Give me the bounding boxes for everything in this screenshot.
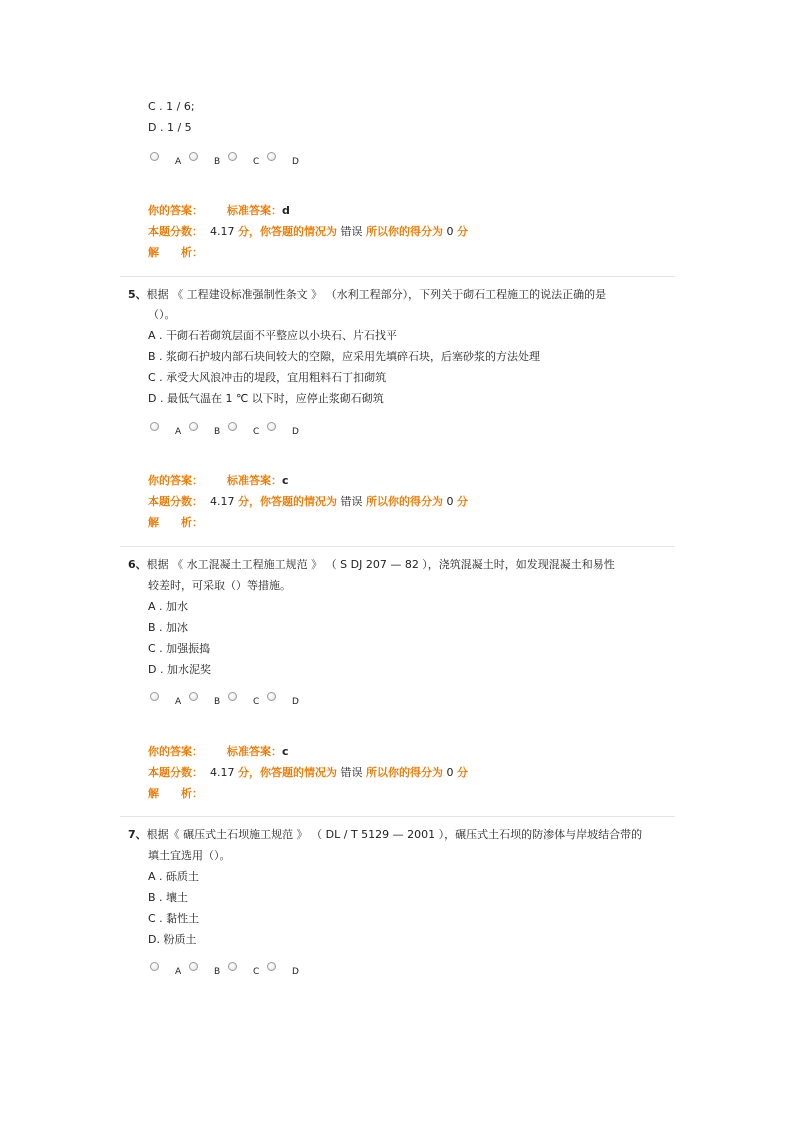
score-unit: 分，你答题的情况为	[238, 495, 337, 508]
q7-title-cont: 填土宜选用（）。	[148, 849, 231, 862]
your-answer-label: 你的答案：	[148, 474, 203, 487]
q7-option-a: A . 砾质土	[148, 870, 200, 883]
q4-analysis-line	[148, 246, 203, 260]
radio-circle-icon[interactable]	[267, 962, 276, 971]
q6-option-a: A . 加水	[148, 600, 189, 613]
standard-answer-value: d	[282, 204, 290, 217]
q4-option-c: C . 1 / 6;	[148, 100, 195, 113]
q5-score-line	[148, 495, 468, 509]
radio-circle-icon[interactable]	[189, 692, 198, 701]
radio-circle-icon[interactable]	[150, 692, 159, 701]
final-score-label: 所以你的得分为	[366, 766, 443, 779]
q6-option-b: B . 加冰	[148, 621, 189, 634]
q5-option-a: A . 干砌石若砌筑层面不平整应以小块石、片石找平	[148, 329, 398, 342]
final-score-label: 所以你的得分为	[366, 225, 443, 238]
question-number: 6、	[128, 558, 147, 571]
q5-radio-c[interactable]: C	[228, 422, 268, 438]
q6-radio-c[interactable]: C	[228, 692, 268, 708]
radio-circle-icon[interactable]	[267, 422, 276, 431]
q6-radio-b[interactable]: B	[189, 692, 229, 708]
q5-option-c: C . 承受大风浪冲击的堤段，宜用粗料石丁扣砌筑	[148, 371, 387, 384]
q7-option-d: D. 粉质土	[148, 933, 197, 946]
score-value: 4.17	[210, 495, 235, 508]
q6-option-c: C . 加强振捣	[148, 642, 211, 655]
q4-radio-d[interactable]: D	[267, 152, 307, 168]
q5-radio-b[interactable]: B	[189, 422, 229, 438]
q7-radio-b[interactable]: B	[189, 962, 229, 978]
q4-radio-c[interactable]: C	[228, 152, 268, 168]
final-score-value: 0	[446, 225, 454, 238]
analysis-label: 解 析：	[148, 516, 203, 529]
q5-answer-line	[148, 474, 289, 488]
answer-status: 错误	[340, 225, 363, 238]
radio-circle-icon[interactable]	[189, 152, 198, 161]
your-answer-label: 你的答案：	[148, 745, 203, 758]
final-score-unit: 分	[457, 766, 468, 779]
q6-analysis-line	[148, 787, 203, 801]
radio-circle-icon[interactable]	[189, 962, 198, 971]
score-label: 本题分数：	[148, 766, 203, 779]
score-label: 本题分数：	[148, 225, 203, 238]
radio-circle-icon[interactable]	[228, 152, 237, 161]
radio-circle-icon[interactable]	[267, 692, 276, 701]
q5-title: 5、根据 《 工程建设标准强制性条文 》 （水利工程部分），下列关于砌石工程施工的说法正确的是	[128, 288, 607, 301]
q7-answer-radio-group	[150, 962, 320, 978]
q7-radio-a[interactable]: A	[150, 962, 190, 978]
question-divider	[120, 816, 675, 817]
q5-radio-a[interactable]: A	[150, 422, 190, 438]
final-score-unit: 分	[457, 225, 468, 238]
final-score-label: 所以你的得分为	[366, 495, 443, 508]
q4-answer-line	[148, 204, 290, 218]
q5-analysis-line	[148, 516, 203, 530]
q6-radio-a[interactable]: A	[150, 692, 190, 708]
radio-circle-icon[interactable]	[150, 962, 159, 971]
standard-answer-label: 标准答案：	[227, 204, 282, 217]
standard-answer-label: 标准答案：	[227, 474, 282, 487]
answer-status: 错误	[340, 766, 363, 779]
q5-title-cont: （）。	[148, 308, 176, 321]
q6-title: 6、根据 《 水工混凝土工程施工规范 》 （ S DJ 207 — 82 ），浇筑混凝土时，如发现混凝土和易性	[128, 558, 615, 571]
radio-circle-icon[interactable]	[189, 422, 198, 431]
q7-radio-c[interactable]: C	[228, 962, 268, 978]
analysis-label: 解 析：	[148, 246, 203, 259]
q7-option-b: B . 壤土	[148, 891, 189, 904]
final-score-unit: 分	[457, 495, 468, 508]
question-number: 7、	[128, 828, 147, 841]
q5-radio-d[interactable]: D	[267, 422, 307, 438]
score-value: 4.17	[210, 225, 235, 238]
score-unit: 分，你答题的情况为	[238, 766, 337, 779]
radio-circle-icon[interactable]	[228, 962, 237, 971]
q6-radio-d[interactable]: D	[267, 692, 307, 708]
q7-title: 7、根据《 碾压式土石坝施工规范 》 （ DL / T 5129 — 2001 ），碾压式土石坝的防渗体与岸坡结合带的	[128, 828, 643, 841]
score-label: 本题分数：	[148, 495, 203, 508]
score-unit: 分，你答题的情况为	[238, 225, 337, 238]
radio-circle-icon[interactable]	[150, 152, 159, 161]
radio-circle-icon[interactable]	[267, 152, 276, 161]
final-score-value: 0	[446, 495, 454, 508]
standard-answer-label: 标准答案：	[227, 745, 282, 758]
your-answer-label: 你的答案：	[148, 204, 203, 217]
q5-option-d: D . 最低气温在 1 ℃ 以下时，应停止浆砌石砌筑	[148, 392, 384, 405]
final-score-value: 0	[446, 766, 454, 779]
q7-radio-d[interactable]: D	[267, 962, 307, 978]
q6-option-d: D . 加水泥奖	[148, 663, 211, 676]
radio-circle-icon[interactable]	[228, 692, 237, 701]
q4-radio-a[interactable]: A	[150, 152, 190, 168]
q4-answer-radio-group	[150, 152, 320, 168]
analysis-label: 解 析：	[148, 787, 203, 800]
answer-status: 错误	[340, 495, 363, 508]
radio-circle-icon[interactable]	[150, 422, 159, 431]
question-divider	[120, 546, 675, 547]
q6-answer-radio-group	[150, 692, 320, 708]
q4-score-line	[148, 225, 468, 239]
radio-circle-icon[interactable]	[228, 422, 237, 431]
q5-option-b: B . 浆砌石护坡内部石块间较大的空隙，应采用先填碎石块，后塞砂浆的方法处理	[148, 350, 541, 363]
q6-title-cont: 较差时，可采取（）等措施。	[148, 579, 291, 592]
question-divider	[120, 276, 675, 277]
q6-answer-line	[148, 745, 289, 759]
q4-option-d: D . 1 / 5	[148, 121, 192, 134]
q5-answer-radio-group	[150, 422, 320, 438]
standard-answer-value: c	[282, 474, 289, 487]
score-value: 4.17	[210, 766, 235, 779]
question-number: 5、	[128, 288, 147, 301]
standard-answer-value: c	[282, 745, 289, 758]
q7-option-c: C . 黏性土	[148, 912, 200, 925]
q4-radio-b[interactable]: B	[189, 152, 229, 168]
q6-score-line	[148, 766, 468, 780]
